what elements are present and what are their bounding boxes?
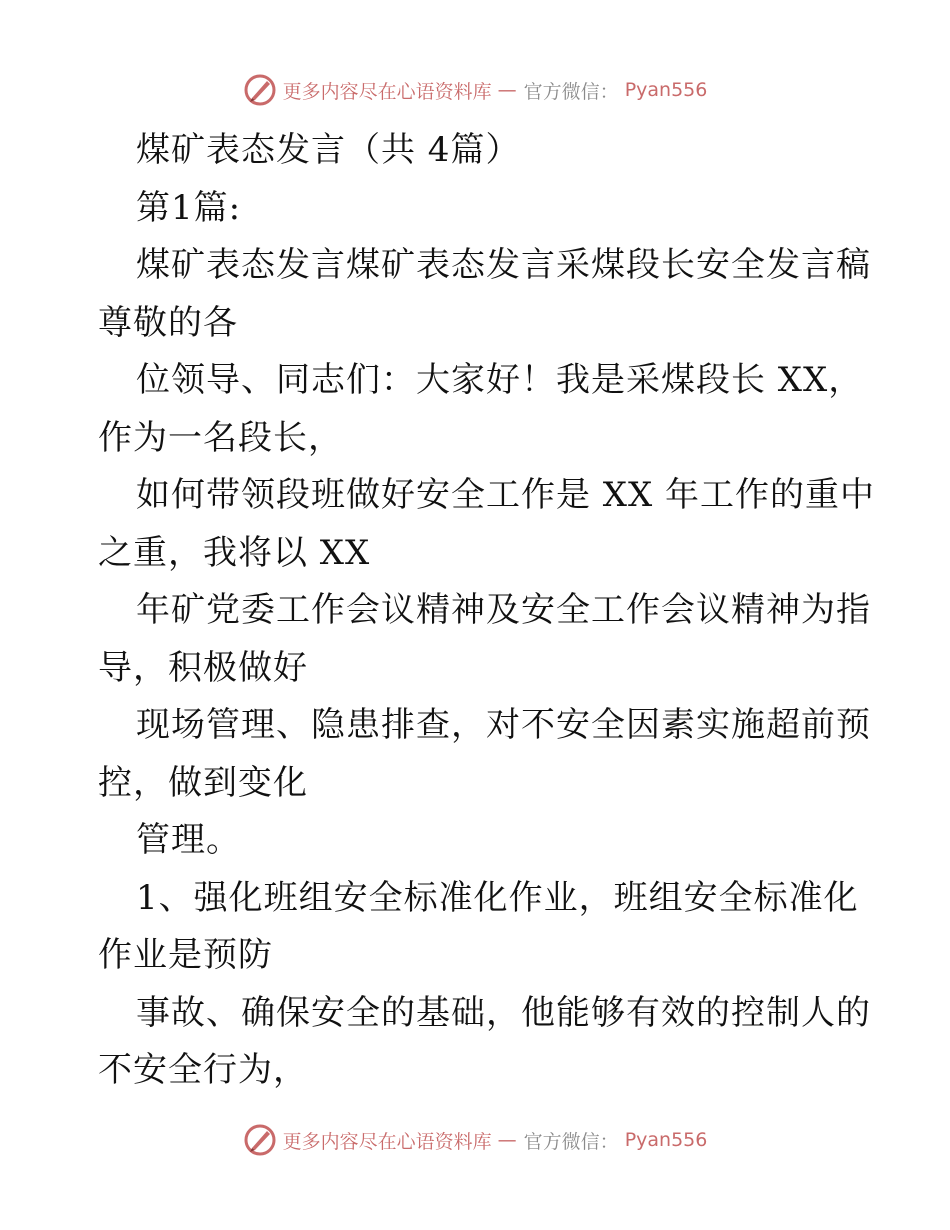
watermark-site-text: 更多内容尽在心语资料库 (282, 80, 492, 103)
document-body (98, 122, 876, 1100)
paragraph-line: 如何带领段班做好安全工作是 XX 年工作的重中 (136, 475, 876, 515)
paragraph-line: 1、强化班组安全标准化作业，班组安全标准化 (136, 877, 859, 918)
section-heading: 第1篇: (136, 187, 242, 228)
watermark-footer (0, 1120, 950, 1160)
paragraph-line: 煤矿表态发言煤矿表态发言采煤段长安全发言稿 (136, 245, 871, 285)
paragraph-line: 之重，我将以 XX (98, 532, 371, 573)
pen-logo-icon (243, 1123, 277, 1157)
paragraph-line: 导，积极做好 (98, 647, 308, 688)
document-title: 煤矿表态发言（共 4篇） (136, 130, 521, 170)
watermark-separator: — (497, 1129, 518, 1151)
paragraph-line: 管理。 (136, 820, 241, 860)
paragraph-line: 控，做到变化 (98, 762, 308, 803)
watermark-separator: — (497, 79, 518, 101)
paragraph-line: 不安全行为， (98, 1050, 308, 1090)
paragraph-line: 现场管理、隐患排查，对不安全因素实施超前预 (136, 705, 871, 745)
watermark-wechat-id: Pyan556 (624, 79, 708, 101)
paragraph-line: 事故、确保安全的基础，他能够有效的控制人的 (136, 992, 871, 1033)
watermark-site-text: 更多内容尽在心语资料库 (282, 1130, 492, 1153)
watermark-prefix: 官方微信： (523, 80, 619, 103)
paragraph-line: 尊敬的各 (98, 302, 238, 343)
pen-logo-icon (243, 73, 277, 107)
watermark-header (0, 70, 950, 110)
paragraph-line: 年矿党委工作会议精神及安全工作会议精神为指 (136, 590, 871, 630)
watermark-prefix: 官方微信： (523, 1130, 619, 1153)
paragraph-line: 作为一名段长， (98, 417, 343, 458)
paragraph-line: 位领导、同志们：大家好！我是采煤段长 XX， (136, 360, 864, 400)
watermark-wechat-id: Pyan556 (624, 1129, 708, 1151)
paragraph-line: 作业是预防 (98, 935, 273, 975)
